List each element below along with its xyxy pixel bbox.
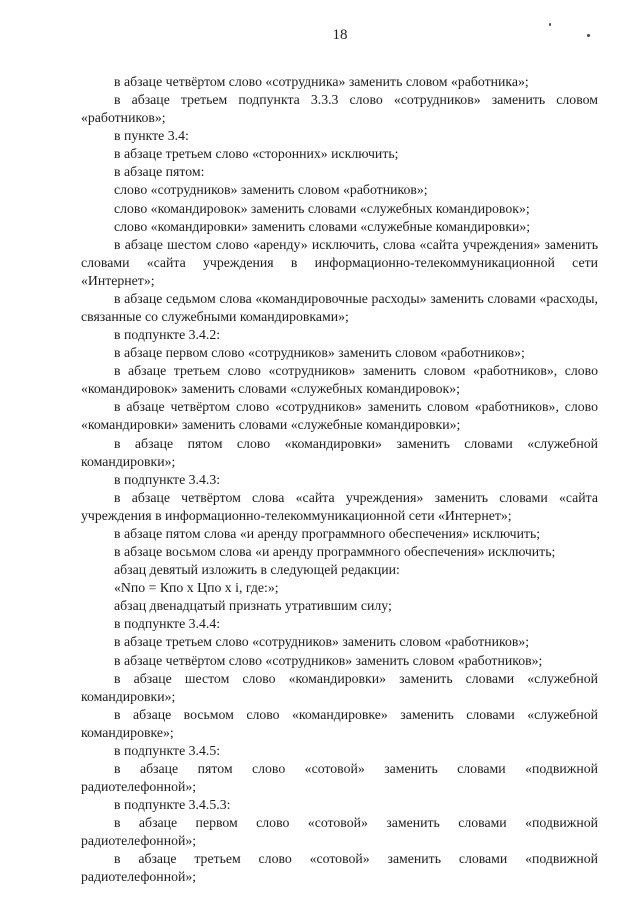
paragraph: «Nпо = Кпо х Цпо х i, где:»; bbox=[114, 580, 279, 596]
paragraph: в подпункте 3.4.3: bbox=[114, 471, 221, 487]
document-body bbox=[81, 73, 598, 887]
paragraph: в абзаце пятом слово «сотовой» заменить словами «подвижной радиотелефонной»; bbox=[81, 760, 598, 795]
paragraph: в абзаце шестом слово «аренду» исключить, слова «сайта учреждения» заменить словами «сайта учреждения в информационно-телекоммуникационной сети «Интернет»; bbox=[81, 236, 598, 288]
paragraph: в абзаце первом слово «сотрудников» заменить словом «работников»; bbox=[114, 345, 525, 361]
paragraph: в абзаце четвёртом слово «сотрудников» заменить словом «работников», слово «командировки» заменить словами «служебные командировки»; bbox=[81, 399, 598, 433]
paragraph: в подпункте 3.4.5.3: bbox=[114, 797, 231, 813]
paragraph: в абзаце пятом: bbox=[114, 164, 205, 180]
paragraph: в пункте 3.4: bbox=[114, 128, 189, 144]
paragraph: слово «командировок» заменить словами «служебных командировок»; bbox=[114, 200, 530, 216]
paragraph: в абзаце четвёртом слово «сотрудников» заменить словом «работников»; bbox=[114, 652, 543, 668]
scan-speck bbox=[549, 23, 551, 26]
paragraph: в абзаце восьмом слово «командировке» заменить словами «служебной командировке»; bbox=[81, 706, 598, 740]
paragraph: в абзаце четвёртом слово «сотрудника» заменить словом «работника»; bbox=[114, 74, 529, 89]
paragraph: в подпункте 3.4.4: bbox=[114, 616, 221, 632]
paragraph: в абзаце седьмом слова «командировочные расходы» заменить словами «расходы, связанные со служебными командировками»; bbox=[81, 290, 598, 325]
page-number: 18 bbox=[332, 27, 348, 43]
paragraph: в абзаце четвёртом слова «сайта учреждения» заменить словами «сайта учреждения в информационно-телекоммуникационной сети «Интернет»; bbox=[81, 489, 598, 523]
paragraph: в абзаце пятом слово «командировки» заменить словами «служебной командировки»; bbox=[81, 435, 598, 469]
paragraph: в подпункте 3.4.2: bbox=[114, 327, 221, 343]
paragraph: в абзаце первом слово «сотовой» заменить словами «подвижной радиотелефонной»; bbox=[81, 815, 598, 849]
paragraph: абзац двенадцатый признать утратившим силу; bbox=[114, 598, 392, 614]
paragraph: в абзаце шестом слово «командировки» заменить словами «служебной командировки»; bbox=[81, 670, 598, 704]
paragraph: в абзаце третьем слово «сотовой» заменить словами «подвижной радиотелефонной»; bbox=[81, 851, 598, 885]
paragraph: в абзаце восьмом слова «и аренду программного обеспечения» исключить; bbox=[114, 544, 556, 560]
paragraph: в абзаце третьем слово «сотрудников» заменить словом «работников»; bbox=[114, 634, 530, 650]
paragraph: в абзаце третьем слово «сторонних» исключить; bbox=[114, 146, 399, 162]
paragraph: в абзаце пятом слова «и аренду программного обеспечения» исключить; bbox=[114, 525, 541, 541]
paragraph: слово «командировки» заменить словами «служебные командировки»; bbox=[114, 218, 531, 234]
paragraph: в подпункте 3.4.5: bbox=[114, 742, 221, 758]
paragraph: абзац девятый изложить в следующей редакции: bbox=[114, 562, 400, 578]
paragraph: в абзаце третьем подпункта 3.3.3 слово «сотрудников» заменить словом «работников»; bbox=[81, 92, 598, 126]
paragraph: в абзаце третьем слово «сотрудников» заменить словом «работников», слово «командировок» заменить словами «служебных командировок»; bbox=[81, 363, 598, 397]
paragraph: слово «сотрудников» заменить словом «работников»; bbox=[114, 182, 428, 198]
